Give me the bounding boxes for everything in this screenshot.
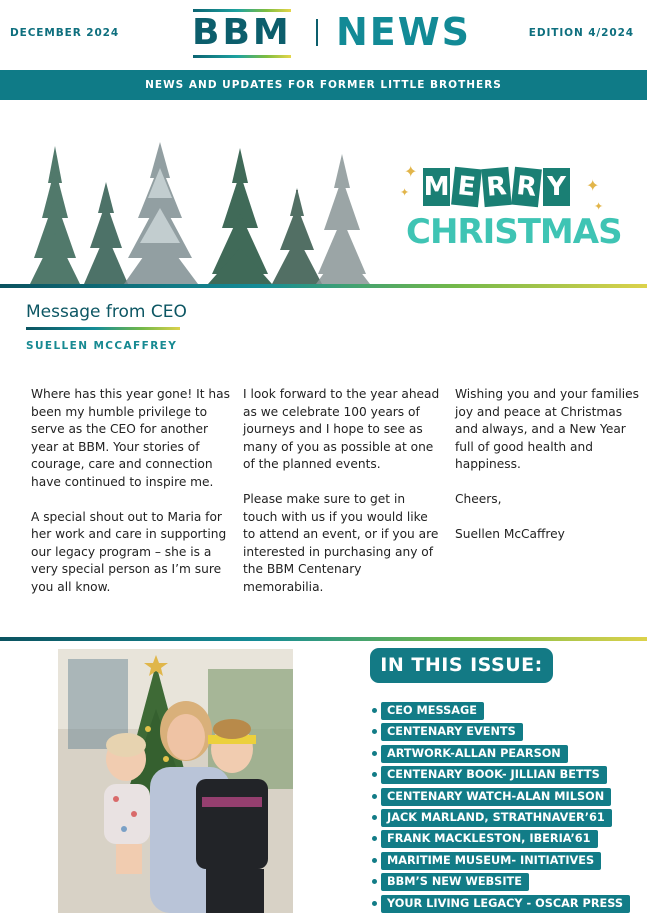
issue-item-label[interactable]: YOUR LIVING LEGACY - OSCAR PRESS — [381, 895, 630, 913]
ceo-author: SUELLEN MCCAFFREY — [26, 340, 178, 352]
title-divider — [316, 19, 318, 46]
christmas-word: CHRISTMAS — [406, 212, 622, 252]
issue-item-label[interactable]: CENTENARY WATCH-ALAN MILSON — [381, 788, 611, 806]
issue-item-label[interactable]: FRANK MACKLESTON, IBERIA’61 — [381, 830, 598, 848]
tagline: NEWS AND UPDATES FOR FORMER LITTLE BROTHERS — [145, 79, 502, 91]
christmas-banner — [0, 100, 647, 286]
paragraph: I look forward to the year ahead as we celebrate 100 years of journeys and I hope to see as many of you as possible at one of the planned events. — [243, 387, 440, 472]
tagline-bar — [0, 70, 647, 100]
paragraph: Please make sure to get in touch with us if you would like to attend an event, or if you are interested in purchasing any of the BBM Centenary memorabilia. — [243, 491, 439, 594]
bullet-icon — [372, 815, 377, 820]
issue-item-label[interactable]: CENTENARY BOOK- JILLIAN BETTS — [381, 766, 607, 784]
issue-item-label[interactable]: ARTWORK-ALLAN PEARSON — [381, 745, 568, 763]
bullet-icon — [372, 836, 377, 841]
merry-letter-tile: R — [511, 167, 542, 208]
masthead — [0, 0, 647, 70]
sparkle-icon: ✦ — [400, 186, 410, 199]
heading-underline — [26, 327, 180, 330]
paragraph: A special shout out to Maria for her work and care in supporting our legacy program – she is a very special person as I’m sure you all know. — [31, 509, 227, 594]
issue-item-label[interactable]: CEO MESSAGE — [381, 702, 484, 720]
merry-christmas-graphic — [398, 160, 622, 270]
bullet-icon — [372, 794, 377, 799]
paragraph: Wishing you and your families joy and peace at Christmas and always, and a New Year full of good health and happiness. — [455, 387, 639, 472]
in-this-issue-heading-box — [370, 648, 553, 683]
issue-date: DECEMBER 2024 — [10, 27, 120, 39]
sparkle-icon: ✦ — [586, 176, 600, 195]
merry-letter-tile: M — [423, 168, 450, 206]
issue-item-label[interactable]: BBM’S NEW WEBSITE — [381, 873, 529, 891]
logo-bottom-bar — [193, 55, 291, 58]
merry-letter-tile: R — [481, 167, 511, 207]
section-divider — [0, 284, 647, 288]
merry-letter-tile: E — [451, 167, 482, 208]
sparkle-icon: ✦ — [594, 200, 604, 213]
ceo-message-heading: Message from CEO — [26, 302, 187, 322]
section-divider — [0, 637, 647, 641]
bullet-icon — [372, 879, 377, 884]
in-this-issue-heading: IN THIS ISSUE: — [380, 654, 543, 676]
signature-name: Suellen McCaffrey — [455, 526, 565, 541]
bullet-icon — [372, 729, 377, 734]
bullet-icon — [372, 858, 377, 863]
ceo-message-column-3 — [455, 386, 640, 560]
bbm-logo — [193, 9, 293, 59]
paragraph: Where has this year gone! It has been my humble privilege to serve as the CEO for another year at BBM. Your stories of courage, care and connection have continued to inspire me. — [31, 387, 230, 489]
issue-item-label[interactable]: JACK MARLAND, STRATHNAVER’61 — [381, 809, 612, 827]
ceo-message-column-2 — [243, 386, 443, 614]
issue-item-label[interactable]: MARITIME MUSEUM- INITIATIVES — [381, 852, 601, 870]
edition-number: EDITION 4/2024 — [528, 27, 634, 39]
ceo-message-column-1 — [31, 386, 236, 614]
watercolor-trees-illustration — [28, 138, 383, 284]
logo-text: BBM — [192, 12, 292, 53]
merry-word — [423, 168, 570, 206]
bullet-icon — [372, 751, 377, 756]
bullet-icon — [372, 708, 377, 713]
issue-item-label[interactable]: CENTENARY EVENTS — [381, 723, 523, 741]
ceo-family-photo — [58, 649, 293, 913]
newsletter-title: NEWS — [336, 10, 472, 54]
merry-letter-tile: Y — [543, 168, 570, 206]
sign-off: Cheers, — [455, 491, 502, 506]
sparkle-icon: ✦ — [404, 162, 418, 181]
bullet-icon — [372, 901, 377, 906]
bullet-icon — [372, 772, 377, 777]
